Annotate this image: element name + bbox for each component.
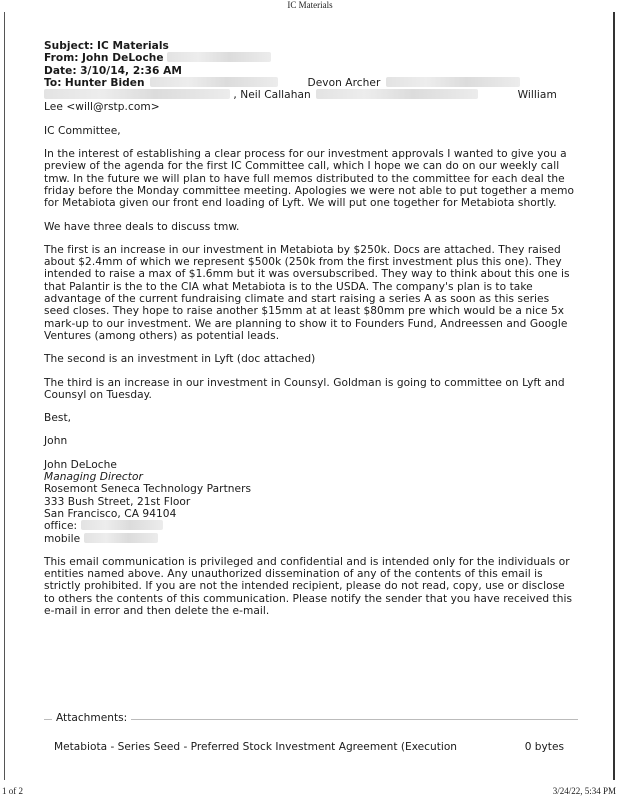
to-recipient-4: William <box>517 89 557 102</box>
office-line <box>44 520 578 532</box>
paragraph-intro: In the interest of establishing a clear process for our investment approvals I wanted to give you a preview of the agenda for the first IC Committee call, which I hope we can do on our weekly call tmw. In the future we will plan to have full memos distributed to the committee for each deal the friday before the Monday committee meeting. Apologies we were not able to put together a memo for Metabiota given our front end loading of Lyft. We will put one together for Metabiota shortly. <box>44 148 575 210</box>
disclaimer: This email communication is privileged and confidential and is intended only for the individuals or entities named above. Any unauthorized dissemination of any of the contents of this email is strictly prohibited. If you are not the intended recipient, please do not read, copy, use or disclose to others the contents of this communication. Please notify the sender that you have received this e-mail in error and then delete the e-mail. <box>44 555 573 617</box>
attachment-size: 0 bytes <box>524 741 564 753</box>
to-recipient-1: Hunter Biden <box>64 76 145 89</box>
date-line <box>44 65 578 77</box>
subject-label: Subject: <box>44 40 94 52</box>
date-value: 3/10/14, 2:36 AM <box>80 64 182 77</box>
attachments-section <box>44 712 578 728</box>
greeting: IC Committee, <box>44 124 121 137</box>
signature-title: Managing Director <box>44 471 143 484</box>
to-recipient-3: , Neil Callahan <box>233 89 311 102</box>
redacted-phone <box>81 520 163 530</box>
attachment-item[interactable] <box>54 741 564 753</box>
redacted-email <box>44 89 230 99</box>
redacted-phone <box>84 533 158 543</box>
subject-line <box>44 40 578 52</box>
from-line <box>44 52 578 64</box>
paragraph-metabiota: The first is an increase in our investment in Metabiota by $250k. Docs are attached. They raised about $2.4mm of which we represent $500k (250k from the first investment plus this one). They intended to raise a max of $1.6mm but it was oversubscribed. They way to think about this one is that Palantir is the to the CIA what Metabiota is to the USDA. The company's plan is to take advantage of the current fundraising climate and start raising a series A as soon as this series seed closes. They hope to raise another $15mm at at least $80mm pre which would be a nice 5x mark-up to our investment. We are planning to show it to Founders Fund, Andreessen and Google Ventures (among others) as potential leads. <box>44 243 570 342</box>
signature-company: Rosemont Seneca Technology Partners <box>44 483 252 496</box>
to-line <box>44 77 578 89</box>
mobile-line <box>44 533 578 545</box>
redacted-email <box>386 77 520 87</box>
redacted-email <box>316 89 478 99</box>
from-label: From: <box>44 52 79 65</box>
email-content <box>44 40 578 617</box>
office-label: office: <box>44 520 78 533</box>
to-recipient-2: Devon Archer <box>307 76 381 89</box>
page-number: 1 of 2 <box>2 786 23 796</box>
print-timestamp: 3/24/22, 5:34 PM <box>552 786 616 796</box>
paragraph-deals: We have three deals to discuss tmw. <box>44 220 240 233</box>
signature-address-1: 333 Bush Street, 21st Floor <box>44 495 191 508</box>
attachments-heading: Attachments: <box>52 712 131 724</box>
page-title: IC Materials <box>287 0 333 10</box>
mobile-label: mobile <box>44 532 81 545</box>
redacted-email <box>167 52 271 62</box>
paragraph-lyft: The second is an investment in Lyft (doc attached) <box>44 353 316 366</box>
from-value: John DeLoche <box>82 52 164 65</box>
signature-block <box>44 459 578 545</box>
date-label: Date: <box>44 64 77 77</box>
signoff: Best, <box>44 412 72 425</box>
paragraph-counsyl: The third is an increase in our investment in Counsyl. Goldman is going to committee on Lyft and Counsyl on Tuesday. <box>44 376 565 401</box>
subject-value: IC Materials <box>96 40 169 52</box>
signoff-name: John <box>44 435 68 448</box>
redacted-email <box>150 77 278 87</box>
signature-address-2: San Francisco, CA 94104 <box>44 507 177 520</box>
to-line-continued <box>44 89 578 101</box>
to-label: To: <box>44 76 62 89</box>
signature-name: John DeLoche <box>44 458 117 471</box>
to-recipient-5: Lee <will@rstp.com> <box>44 101 160 114</box>
attachment-name[interactable]: Metabiota - Series Seed - Preferred Stock Investment Agreement (Execution <box>54 741 458 753</box>
